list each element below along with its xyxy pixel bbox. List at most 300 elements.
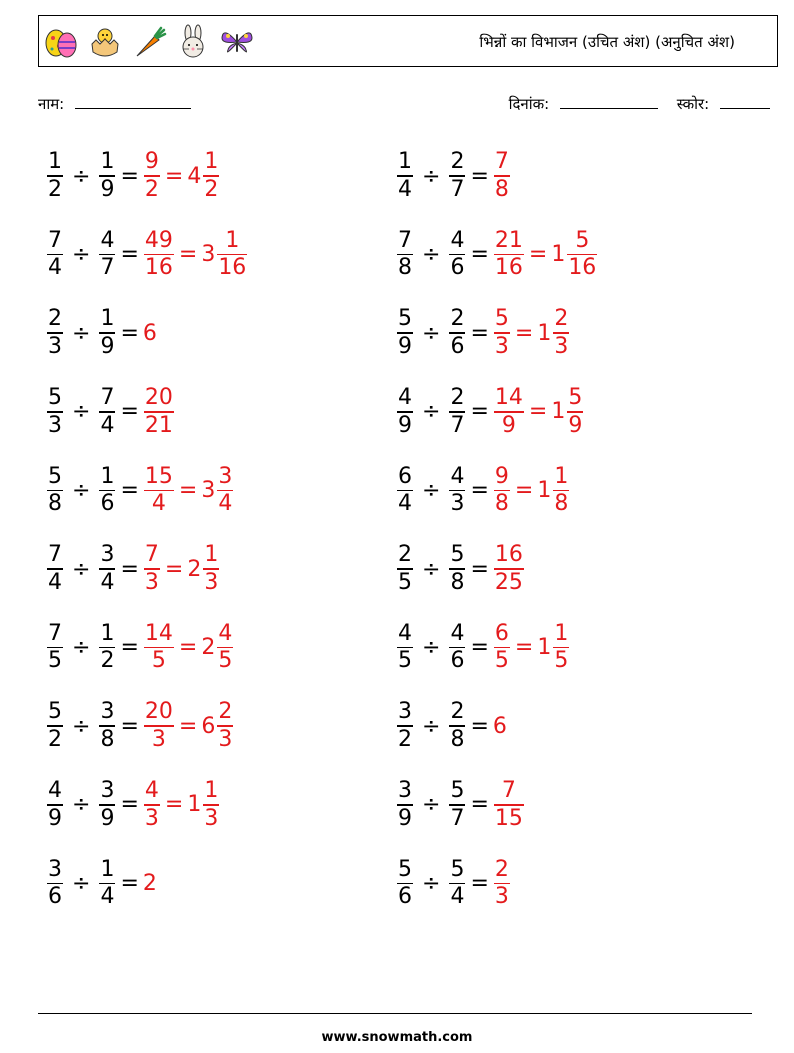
mixed-fraction	[203, 780, 219, 830]
denominator: 7	[450, 412, 465, 438]
equals-sign: =	[470, 870, 489, 896]
equals-sign: =	[470, 792, 489, 818]
divisor-fraction	[99, 856, 115, 910]
denominator: 16	[218, 255, 247, 281]
numerator: 7	[398, 227, 412, 253]
answer-fraction	[144, 387, 174, 437]
answer-fraction	[494, 856, 510, 910]
answer-fraction	[494, 620, 510, 674]
answer-equals-sign: =	[178, 713, 198, 739]
denominator: 5	[151, 648, 166, 674]
divisor-fraction	[99, 780, 115, 830]
denominator: 5	[398, 569, 412, 595]
numerator: 2	[218, 699, 233, 725]
denominator: 3	[218, 726, 233, 752]
answer-mixed-number	[201, 701, 234, 751]
mixed-whole: 2	[201, 635, 216, 661]
answer-equals-sign: =	[164, 556, 184, 582]
numerator: 7	[48, 620, 62, 646]
divisor-fraction	[99, 308, 115, 358]
mixed-whole: 6	[201, 713, 216, 739]
denominator: 16	[144, 255, 173, 281]
equals-sign: =	[470, 477, 489, 503]
denominator: 3	[204, 569, 219, 595]
mixed-fraction	[567, 387, 583, 437]
numerator: 2	[398, 542, 412, 568]
numerator: 20	[144, 699, 173, 725]
denominator: 21	[144, 412, 173, 438]
divisor-fraction	[99, 701, 115, 751]
dividend-fraction	[397, 544, 413, 594]
denominator: 3	[204, 805, 219, 831]
answer-mixed-number	[537, 463, 570, 517]
denominator: 9	[100, 176, 115, 202]
dividend-fraction	[47, 856, 63, 910]
denominator: 4	[48, 255, 62, 281]
denominator: 6	[100, 491, 115, 517]
problem-12	[396, 539, 525, 599]
divisor-fraction	[99, 463, 115, 517]
dividend-fraction	[47, 620, 63, 674]
numerator: 2	[450, 699, 465, 725]
divisor-fraction	[449, 620, 465, 674]
numerator: 1	[100, 463, 115, 489]
numerator: 2	[48, 306, 62, 332]
mixed-whole: 4	[187, 163, 202, 189]
denominator: 4	[218, 491, 233, 517]
numerator: 9	[144, 149, 159, 175]
answer-mixed-number	[551, 227, 598, 281]
divide-sign: ÷	[422, 713, 441, 739]
divide-sign: ÷	[422, 556, 441, 582]
numerator: 1	[554, 620, 569, 646]
denominator: 3	[494, 884, 509, 910]
numerator: 20	[144, 385, 173, 411]
numerator: 7	[100, 385, 115, 411]
numerator: 4	[48, 778, 62, 804]
numerator: 2	[554, 306, 569, 332]
denominator: 9	[501, 412, 516, 438]
footer-url: www.snowmath.com	[321, 1030, 473, 1045]
numerator: 14	[494, 385, 523, 411]
numerator: 14	[144, 620, 173, 646]
denominator: 3	[48, 333, 62, 359]
numerator: 5	[48, 385, 62, 411]
problem-13	[46, 618, 234, 678]
denominator: 5	[48, 648, 62, 674]
numerator: 1	[398, 149, 412, 175]
mixed-fraction	[203, 544, 219, 594]
dividend-fraction	[47, 544, 63, 594]
denominator: 5	[554, 648, 569, 674]
numerator: 7	[144, 542, 159, 568]
equals-sign: =	[470, 242, 489, 268]
divisor-fraction	[449, 544, 465, 594]
answer-equals-sign: =	[178, 242, 198, 268]
denominator: 9	[100, 805, 115, 831]
denominator: 4	[100, 884, 115, 910]
numerator: 3	[100, 778, 115, 804]
numerator: 5	[494, 306, 509, 332]
mixed-whole: 1	[551, 399, 566, 425]
divisor-fraction	[449, 780, 465, 830]
answer-mixed-number	[187, 544, 220, 594]
dividend-fraction	[47, 387, 63, 437]
denominator: 2	[144, 176, 159, 202]
answer-mixed-number	[187, 780, 220, 830]
denominator: 3	[48, 412, 62, 438]
divisor-fraction	[449, 227, 465, 281]
answer-equals-sign: =	[178, 635, 198, 661]
denominator: 9	[100, 333, 115, 359]
denominator: 6	[48, 884, 62, 910]
divide-sign: ÷	[72, 163, 91, 189]
numerator: 3	[100, 542, 115, 568]
answer-equals-sign: =	[514, 635, 534, 661]
answer-equals-sign: =	[514, 320, 534, 346]
mixed-whole: 3	[201, 477, 216, 503]
dividend-fraction	[397, 227, 413, 281]
equals-sign: =	[120, 242, 139, 268]
mixed-fraction	[217, 701, 233, 751]
numerator: 4	[218, 620, 233, 646]
divide-sign: ÷	[72, 242, 91, 268]
divide-sign: ÷	[422, 792, 441, 818]
equals-sign: =	[120, 163, 139, 189]
answer-fraction	[494, 544, 524, 594]
divide-sign: ÷	[422, 399, 441, 425]
numerator: 1	[100, 620, 115, 646]
date-label: दिनांक:	[508, 95, 550, 113]
mixed-whole: 1	[187, 792, 202, 818]
answer-integer: 6	[492, 713, 507, 739]
numerator: 7	[48, 227, 62, 253]
answer-equals-sign: =	[528, 242, 548, 268]
divisor-fraction	[99, 387, 115, 437]
numerator: 5	[450, 542, 465, 568]
denominator: 2	[48, 176, 62, 202]
answer-equals-sign: =	[528, 399, 548, 425]
denominator: 3	[144, 569, 159, 595]
denominator: 16	[494, 255, 523, 281]
equals-sign: =	[120, 792, 139, 818]
numerator: 4	[100, 227, 115, 253]
denominator: 25	[494, 569, 523, 595]
problem-11	[46, 539, 220, 599]
numerator: 5	[450, 856, 465, 882]
mixed-whole: 2	[187, 556, 202, 582]
problem-3	[46, 225, 248, 285]
answer-fraction	[494, 308, 510, 358]
mixed-whole: 3	[201, 242, 216, 268]
problem-10	[396, 460, 570, 520]
answer-mixed-number	[537, 620, 570, 674]
answer-equals-sign: =	[164, 792, 184, 818]
divide-sign: ÷	[72, 635, 91, 661]
problem-19	[46, 853, 157, 913]
divide-sign: ÷	[72, 320, 91, 346]
numerator: 4	[398, 620, 412, 646]
denominator: 4	[398, 491, 412, 517]
numerator: 7	[501, 778, 516, 804]
divide-sign: ÷	[72, 556, 91, 582]
divisor-fraction	[99, 620, 115, 674]
divisor-fraction	[449, 387, 465, 437]
answer-mixed-number	[551, 387, 584, 437]
denominator: 8	[398, 255, 412, 281]
denominator: 2	[204, 176, 219, 202]
equals-sign: =	[470, 163, 489, 189]
denominator: 5	[218, 648, 233, 674]
problem-18	[396, 775, 525, 835]
denominator: 2	[100, 648, 115, 674]
divisor-fraction	[449, 701, 465, 751]
denominator: 2	[48, 726, 62, 752]
numerator: 1	[204, 149, 219, 175]
equals-sign: =	[470, 399, 489, 425]
numerator: 7	[48, 542, 62, 568]
denominator: 7	[450, 805, 465, 831]
denominator: 6	[398, 884, 412, 910]
divisor-fraction	[99, 227, 115, 281]
answer-mixed-number	[537, 308, 570, 358]
denominator: 9	[568, 412, 583, 438]
mixed-fraction	[553, 308, 569, 358]
numerator: 5	[398, 306, 412, 332]
equals-sign: =	[470, 635, 489, 661]
numerator: 1	[48, 149, 62, 175]
numerator: 3	[398, 699, 412, 725]
divisor-fraction	[449, 308, 465, 358]
numerator: 4	[450, 620, 465, 646]
dividend-fraction	[47, 227, 63, 281]
denominator: 4	[151, 491, 166, 517]
dividend-fraction	[397, 701, 413, 751]
mixed-whole: 1	[551, 242, 566, 268]
dividend-fraction	[47, 308, 63, 358]
name-label: नाम:	[38, 95, 65, 113]
answer-fraction	[144, 151, 160, 201]
problem-2	[396, 146, 511, 206]
numerator: 49	[144, 227, 173, 253]
denominator: 5	[398, 648, 412, 674]
mixed-whole: 1	[537, 477, 552, 503]
problem-9	[46, 460, 234, 520]
answer-fraction	[144, 227, 174, 281]
numerator: 3	[218, 463, 233, 489]
denominator: 3	[144, 805, 159, 831]
answer-mixed-number	[201, 463, 234, 517]
answer-equals-sign: =	[164, 163, 184, 189]
dividend-fraction	[47, 463, 63, 517]
answer-integer: 6	[142, 320, 157, 346]
divide-sign: ÷	[72, 792, 91, 818]
answer-fraction	[144, 701, 174, 751]
mixed-fraction	[203, 151, 219, 201]
divisor-fraction	[449, 463, 465, 517]
numerator: 7	[494, 149, 509, 175]
divide-sign: ÷	[72, 713, 91, 739]
problem-16	[396, 696, 507, 756]
numerator: 1	[554, 463, 569, 489]
equals-sign: =	[120, 320, 139, 346]
denominator: 6	[450, 333, 465, 359]
numerator: 5	[575, 227, 590, 253]
equals-sign: =	[120, 399, 139, 425]
mixed-whole: 1	[537, 320, 552, 346]
divide-sign: ÷	[72, 399, 91, 425]
equals-sign: =	[120, 635, 139, 661]
numerator: 6	[398, 463, 412, 489]
divide-sign: ÷	[422, 870, 441, 896]
dividend-fraction	[47, 701, 63, 751]
answer-equals-sign: =	[178, 477, 198, 503]
numerator: 9	[494, 463, 509, 489]
worksheet-title: भिन्नों का विभाजन (उचित अंश) (अनुचित अंश)	[479, 33, 735, 51]
denominator: 6	[450, 255, 465, 281]
denominator: 8	[450, 726, 465, 752]
numerator: 4	[450, 463, 465, 489]
problem-1	[46, 146, 220, 206]
answer-mixed-number	[201, 227, 248, 281]
numerator: 1	[100, 856, 115, 882]
mixed-fraction	[553, 620, 569, 674]
denominator: 4	[48, 569, 62, 595]
equals-sign: =	[470, 713, 489, 739]
dividend-fraction	[397, 387, 413, 437]
numerator: 5	[398, 856, 412, 882]
problem-17	[46, 775, 220, 835]
denominator: 8	[48, 491, 62, 517]
footer-divider	[38, 1013, 752, 1014]
numerator: 21	[494, 227, 523, 253]
denominator: 3	[151, 726, 166, 752]
answer-fraction	[144, 780, 160, 830]
denominator: 7	[100, 255, 115, 281]
problem-7	[46, 382, 175, 442]
denominator: 9	[398, 805, 412, 831]
denominator: 5	[494, 648, 509, 674]
denominator: 6	[450, 648, 465, 674]
numerator: 1	[204, 778, 219, 804]
equals-sign: =	[120, 713, 139, 739]
numerator: 5	[48, 463, 62, 489]
dividend-fraction	[47, 151, 63, 201]
numerator: 4	[398, 385, 412, 411]
equals-sign: =	[120, 477, 139, 503]
equals-sign: =	[470, 556, 489, 582]
divide-sign: ÷	[422, 163, 441, 189]
denominator: 16	[568, 255, 597, 281]
denominator: 7	[450, 176, 465, 202]
divisor-fraction	[99, 544, 115, 594]
denominator: 8	[100, 726, 115, 752]
numerator: 6	[494, 620, 509, 646]
denominator: 4	[398, 176, 412, 202]
score-label: स्कोर:	[676, 95, 710, 113]
denominator: 3	[554, 333, 569, 359]
divisor-fraction	[99, 151, 115, 201]
equals-sign: =	[120, 556, 139, 582]
numerator: 3	[48, 856, 62, 882]
answer-mixed-number	[201, 620, 234, 674]
numerator: 2	[450, 385, 465, 411]
dividend-fraction	[397, 856, 413, 910]
mixed-fraction	[217, 463, 233, 517]
answer-fraction	[494, 780, 524, 830]
mixed-fraction	[217, 620, 233, 674]
equals-sign: =	[470, 320, 489, 346]
dividend-fraction	[397, 151, 413, 201]
mixed-whole: 1	[537, 635, 552, 661]
problem-5	[46, 303, 157, 363]
answer-integer: 2	[142, 870, 157, 896]
dividend-fraction	[47, 780, 63, 830]
divide-sign: ÷	[422, 635, 441, 661]
numerator: 4	[144, 778, 159, 804]
answer-equals-sign: =	[514, 477, 534, 503]
denominator: 15	[494, 805, 523, 831]
numerator: 2	[450, 306, 465, 332]
denominator: 2	[398, 726, 412, 752]
dividend-fraction	[397, 463, 413, 517]
denominator: 9	[398, 333, 412, 359]
dividend-fraction	[397, 780, 413, 830]
denominator: 8	[450, 569, 465, 595]
equals-sign: =	[120, 870, 139, 896]
denominator: 4	[100, 569, 115, 595]
answer-fraction	[494, 387, 524, 437]
mixed-fraction	[217, 227, 247, 281]
numerator: 2	[450, 149, 465, 175]
divisor-fraction	[449, 856, 465, 910]
denominator: 4	[450, 884, 465, 910]
denominator: 9	[398, 412, 412, 438]
divide-sign: ÷	[72, 870, 91, 896]
answer-fraction	[494, 227, 524, 281]
answer-fraction	[144, 463, 174, 517]
numerator: 1	[100, 149, 115, 175]
dividend-fraction	[397, 308, 413, 358]
numerator: 5	[568, 385, 583, 411]
problem-6	[396, 303, 570, 363]
numerator: 5	[450, 778, 465, 804]
numerator: 4	[450, 227, 465, 253]
numerator: 15	[144, 463, 173, 489]
answer-fraction	[144, 544, 160, 594]
answer-fraction	[144, 620, 174, 674]
numerator: 5	[48, 699, 62, 725]
numerator: 2	[494, 856, 509, 882]
dividend-fraction	[397, 620, 413, 674]
divide-sign: ÷	[422, 320, 441, 346]
divide-sign: ÷	[422, 477, 441, 503]
problem-15	[46, 696, 234, 756]
numerator: 3	[100, 699, 115, 725]
divisor-fraction	[449, 151, 465, 201]
denominator: 3	[494, 333, 509, 359]
numerator: 1	[100, 306, 115, 332]
numerator: 1	[225, 227, 240, 253]
numerator: 3	[398, 778, 412, 804]
denominator: 8	[554, 491, 569, 517]
divide-sign: ÷	[72, 477, 91, 503]
mixed-fraction	[553, 463, 569, 517]
numerator: 1	[204, 542, 219, 568]
answer-fraction	[494, 463, 510, 517]
problem-8	[396, 382, 584, 442]
denominator: 9	[48, 805, 62, 831]
